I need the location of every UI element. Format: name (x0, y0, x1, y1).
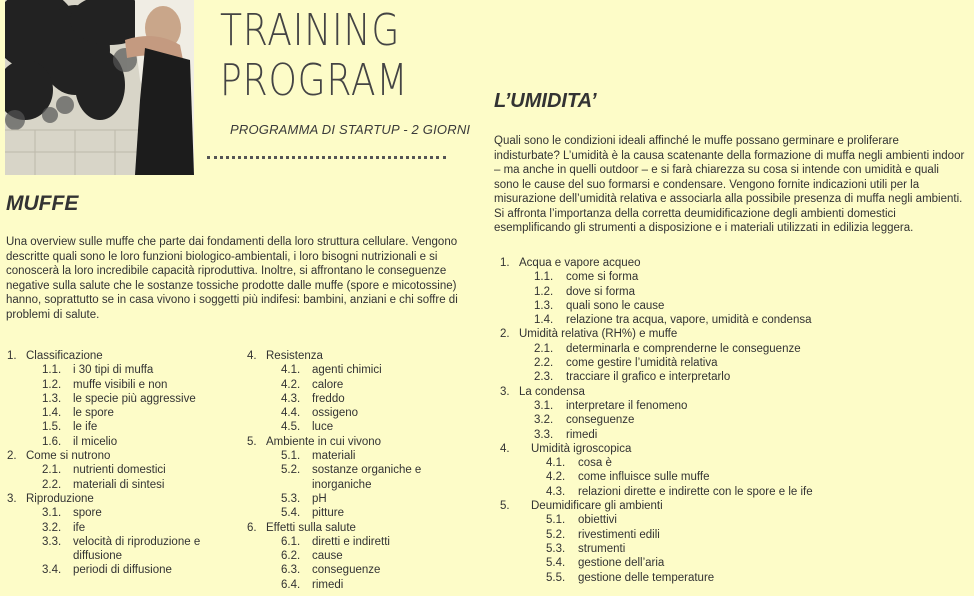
outline-subitem (546, 456, 960, 470)
outline-subitem (42, 363, 227, 377)
page-title (220, 6, 408, 106)
outline-subitem (534, 413, 960, 427)
outline-subnumber: 5.5. (546, 571, 566, 584)
outline-subitem (534, 399, 960, 413)
outline-label: Riproduzione (26, 492, 94, 505)
outline-sublabel: determinarla e comprenderne le conseguenze (566, 342, 801, 355)
outline-sublabel: periodi di diffusione (73, 564, 172, 577)
outline-sublabel: conseguenze (566, 414, 635, 427)
outline-subitem (281, 463, 447, 492)
dotted-divider (207, 156, 446, 159)
muffe-heading: MUFFE (6, 192, 79, 215)
outline-item (247, 349, 447, 435)
outline-subitem (42, 478, 227, 492)
outline-item (500, 256, 960, 327)
outline-sublabel: materiali di sintesi (73, 478, 165, 491)
outline-subitem (281, 363, 447, 377)
outline-item (500, 442, 960, 499)
outline-sublabel: tracciare il grafico e interpretarlo (566, 371, 731, 384)
outline-item (500, 385, 960, 442)
outline-number: 3. (500, 385, 510, 398)
outline-subnumber: 3.2. (534, 414, 554, 427)
outline-subitem (546, 470, 960, 484)
outline-sublabel: obiettivi (578, 514, 617, 527)
outline-subitem (281, 392, 447, 406)
outline-subnumber: 5.2. (546, 528, 566, 541)
outline-subnumber: 4.1. (281, 364, 301, 377)
umidita-outline (500, 256, 960, 585)
outline-sublabel: come gestire l’umidità relativa (566, 357, 718, 370)
outline-label: Umidità relativa (RH%) e muffe (519, 328, 678, 341)
outline-subitem (534, 313, 960, 327)
muffe-outline-col2 (247, 349, 447, 592)
outline-subnumber: 6.1. (281, 535, 301, 548)
outline-subitem (546, 571, 960, 585)
outline-subnumber: 1.1. (534, 271, 554, 284)
outline-subitem (281, 563, 447, 577)
outline-sublabel: pitture (312, 507, 344, 520)
outline-subnumber: 4.2. (546, 471, 566, 484)
outline-subitem (534, 428, 960, 442)
outline-subnumber: 3.1. (42, 507, 62, 520)
outline-subnumber: 6.2. (281, 550, 301, 563)
muffe-paragraph: Una overview sulle muffe che parte dai fondamenti della loro struttura cellulare. Vengono descritte quali sono le loro funzioni biologico-ambientali, i loro bisogni nutrizionali e si conoscerà la loro incredibile capacità riproduttiva. Inoltre, si affrontano le conseguenze negative sulla salute che le sostanze tossiche prodotte dalle muffe (spore e micotossine) hanno, soprattutto se in casa vivono i soggetti più indifesi: bambini, anziani e chi soffre di problemi di salute. (6, 236, 458, 321)
outline-subnumber: 1.4. (42, 407, 62, 420)
outline-subnumber: 4.4. (281, 407, 301, 420)
outline-number: 1. (500, 257, 510, 269)
outline-subnumber: 4.3. (546, 485, 566, 498)
outline-sublabel: ossigeno (312, 407, 359, 420)
outline-sublabel: rimedi (312, 578, 344, 591)
outline-sublabel: freddo (312, 392, 345, 405)
outline-sublabel: le ife (73, 421, 98, 434)
outline-sublabel: le specie più aggressive (73, 392, 196, 405)
outline-subitem (281, 492, 447, 506)
muffe-outline-col1 (7, 349, 227, 578)
outline-sublabel: interpretare il fenomeno (566, 399, 688, 412)
outline-sublabel: cause (312, 550, 343, 563)
outline-subitem (281, 449, 447, 463)
outline-subnumber: 2.1. (42, 464, 62, 477)
outline-sublabel: relazione tra acqua, vapore, umidità e condensa (566, 314, 812, 327)
umidita-paragraph: Quali sono le condizioni ideali affinché le muffe possano germinare e proliferare indisturbate? L’umidità è la causa scatenante della formazione di muffa negli ambienti indoor – ma anche in quelli outdoor – e si farà chiarezza su cosa si intende con umidità e quali sono le cause del suo formarsi e condensare. Vengono fornite indicazioni utili per la misurazione dell’umidità relativa e associarla alla possibile presenza di muffa negli ambienti. Si affronta l’importanza della corretta deumidificazione degli ambienti domestici esemplificando gli strumenti a disposizione e i materiali utilizzati in edilizia leggera. (494, 135, 965, 234)
outline-label: Effetti sulla salute (266, 521, 356, 534)
outline-sublabel: conseguenze (312, 564, 381, 577)
outline-sublabel: materiali (312, 450, 356, 463)
outline-sublabel: rimedi (566, 428, 598, 441)
outline-sublabel: agenti chimici (312, 364, 382, 377)
outline-sublabel: diretti e indiretti (312, 535, 390, 548)
outline-subitem (42, 535, 227, 564)
outline-subnumber: 6.4. (281, 578, 301, 591)
outline-subitem (546, 513, 960, 527)
outline-subitem (546, 556, 960, 570)
outline-number: 5. (500, 500, 510, 513)
outline-subitem (546, 485, 960, 499)
outline-subitem (281, 535, 447, 549)
outline-item (500, 327, 960, 384)
outline-sublabel: muffe visibili e non (73, 378, 168, 391)
outline-number: 3. (7, 492, 17, 505)
outline-subnumber: 4.1. (546, 457, 566, 470)
outline-sublabel: luce (312, 421, 334, 434)
outline-label: Acqua e vapore acqueo (519, 257, 641, 269)
outline-sublabel: rivestimenti edili (578, 528, 660, 541)
outline-label: La condensa (519, 385, 585, 398)
outline-subitem (42, 392, 227, 406)
page-subtitle: PROGRAMMA DI STARTUP - 2 GIORNI (230, 122, 471, 137)
outline-sublabel: come si forma (566, 271, 639, 284)
outline-number: 2. (7, 450, 17, 463)
outline-sublabel: le spore (73, 407, 114, 420)
outline-subitem (42, 378, 227, 392)
outline-sublabel: spore (73, 507, 102, 520)
outline-sublabel: strumenti (578, 542, 626, 555)
outline-subitem (42, 521, 227, 535)
outline-subnumber: 2.2. (42, 478, 62, 491)
outline-item (500, 499, 960, 585)
outline-subitem (281, 420, 447, 434)
outline-number: 2. (500, 328, 510, 341)
outline-sublabel: quali sono le cause (566, 299, 665, 312)
outline-sublabel: gestione dell’aria (578, 557, 665, 570)
mold-wall-illustration (5, 0, 194, 175)
outline-sublabel: relazioni dirette e indirette con le spore e le ife (578, 485, 813, 498)
title-line-1: TRAINING (220, 5, 401, 56)
outline-sublabel: ife (73, 521, 86, 534)
outline-subnumber: 1.3. (534, 299, 554, 312)
outline-subitem (534, 285, 960, 299)
outline-number: 4. (247, 350, 257, 362)
outline-sublabel: nutrienti domestici (73, 464, 166, 477)
outline-sublabel: sostanze organiche e inorganiche (312, 464, 422, 491)
outline-subnumber: 5.2. (281, 464, 301, 477)
outline-number: 4. (500, 442, 510, 455)
outline-sublabel: cosa è (578, 457, 612, 470)
outline-subitem (534, 356, 960, 370)
outline-subitem (546, 542, 960, 556)
outline-number: 6. (247, 521, 257, 534)
outline-subnumber: 2.1. (534, 342, 554, 355)
outline-subnumber: 6.3. (281, 564, 301, 577)
outline-subnumber: 4.5. (281, 421, 301, 434)
outline-subnumber: 2.3. (534, 371, 554, 384)
outline-label: Classificazione (26, 350, 103, 362)
outline-sublabel: i 30 tipi di muffa (73, 364, 154, 377)
outline-subitem (534, 342, 960, 356)
outline-subnumber: 5.3. (281, 492, 301, 505)
outline-subnumber: 1.5. (42, 421, 62, 434)
outline-label: Come si nutrono (26, 450, 111, 463)
outline-subnumber: 3.3. (534, 428, 554, 441)
outline-subitem (42, 563, 227, 577)
outline-subnumber: 1.2. (42, 378, 62, 391)
outline-subnumber: 1.4. (534, 314, 554, 327)
outline-label: Umidità igroscopica (531, 442, 632, 455)
outline-item (7, 349, 227, 449)
outline-subitem (281, 578, 447, 592)
outline-sublabel: pH (312, 492, 327, 505)
outline-subnumber: 1.1. (42, 364, 62, 377)
outline-subnumber: 3.1. (534, 399, 554, 412)
outline-subitem (42, 420, 227, 434)
outline-subnumber: 5.3. (546, 542, 566, 555)
outline-subitem (534, 370, 960, 384)
outline-label: Ambiente in cui vivono (266, 435, 382, 448)
outline-sublabel: calore (312, 378, 344, 391)
outline-subnumber: 3.3. (42, 535, 62, 548)
outline-subnumber: 4.3. (281, 392, 301, 405)
outline-subnumber: 1.6. (42, 435, 62, 448)
outline-subitem (281, 549, 447, 563)
outline-subitem (42, 463, 227, 477)
umidita-heading: L’UMIDITA’ (494, 90, 597, 112)
outline-subnumber: 1.3. (42, 392, 62, 405)
outline-subnumber: 5.1. (281, 450, 301, 463)
outline-item (7, 492, 227, 578)
outline-subnumber: 4.2. (281, 378, 301, 391)
outline-sublabel: gestione delle temperature (578, 571, 715, 584)
outline-subnumber: 1.2. (534, 285, 554, 298)
outline-sublabel: dove si forma (566, 285, 636, 298)
title-line-2: PROGRAM (220, 55, 409, 106)
outline-label: Deumidificare gli ambienti (531, 500, 663, 513)
outline-subnumber: 5.4. (281, 507, 301, 520)
outline-subitem (42, 406, 227, 420)
outline-subnumber: 3.4. (42, 564, 62, 577)
outline-number: 1. (7, 350, 17, 362)
outline-item (247, 521, 447, 592)
outline-subitem (281, 406, 447, 420)
outline-item (7, 449, 227, 492)
outline-subnumber: 5.1. (546, 514, 566, 527)
outline-subitem (281, 378, 447, 392)
outline-label: Resistenza (266, 350, 323, 362)
outline-subitem (281, 506, 447, 520)
outline-subitem (42, 435, 227, 449)
outline-number: 5. (247, 435, 257, 448)
outline-subnumber: 5.4. (546, 557, 566, 570)
outline-subnumber: 2.2. (534, 357, 554, 370)
outline-subnumber: 3.2. (42, 521, 62, 534)
outline-sublabel: come influisce sulle muffe (578, 471, 710, 484)
outline-subitem (42, 506, 227, 520)
outline-sublabel: il micelio (73, 435, 118, 448)
header-photo (5, 0, 194, 175)
outline-item (247, 435, 447, 521)
outline-subitem (534, 270, 960, 284)
outline-subitem (534, 299, 960, 313)
outline-subitem (546, 528, 960, 542)
outline-sublabel: velocità di riproduzione e diffusione (73, 535, 201, 563)
